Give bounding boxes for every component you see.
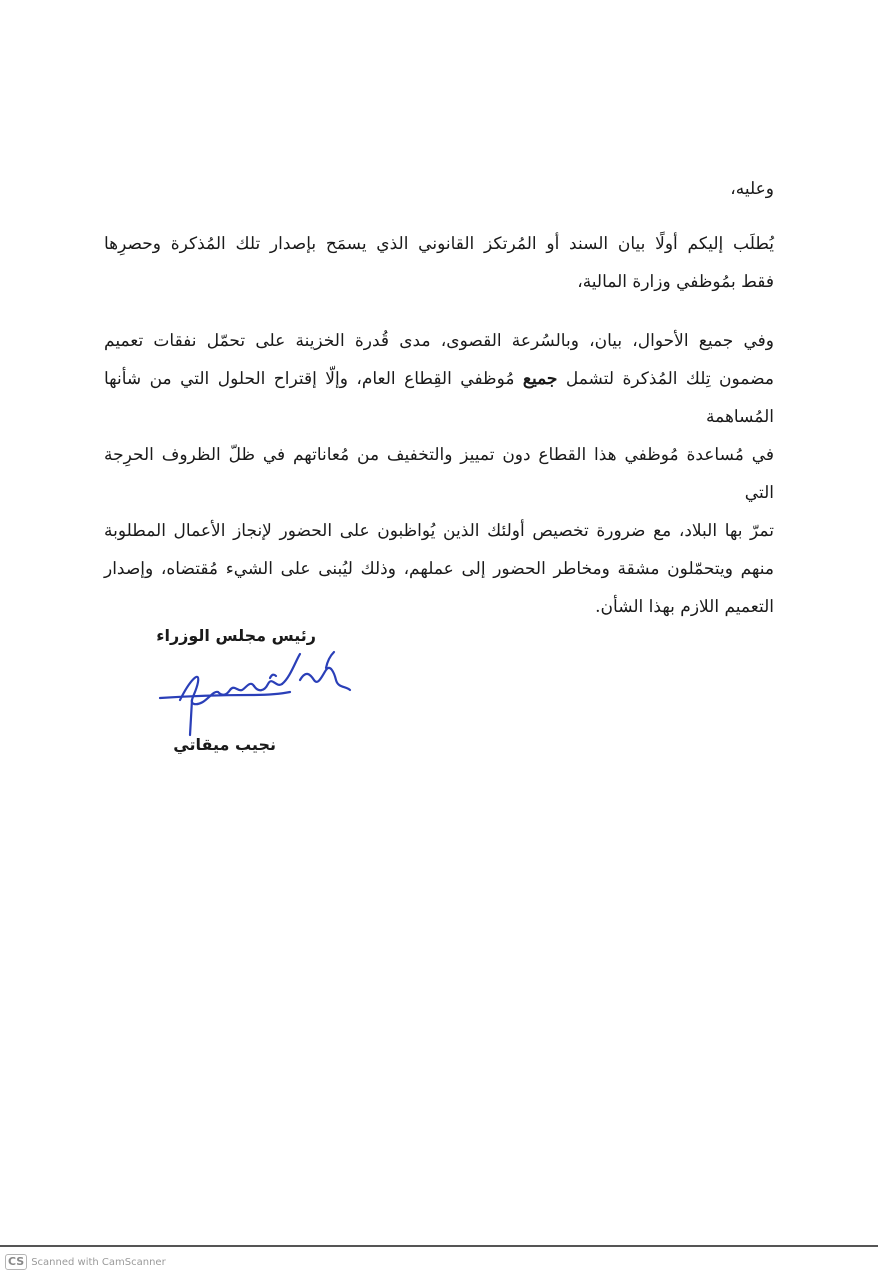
paragraph2-line: وفي جميع الأحوال، بيان، وبالسُرعة القصوى، مدى قُدرة الخزينة على تحمّل نفقات تعميم: [104, 331, 774, 351]
scanner-text: Scanned with CamScanner: [31, 1256, 166, 1268]
paragraph1-line: فقط بمُوظفي وزارة المالية،: [577, 272, 774, 292]
handwritten-signature: [150, 640, 365, 740]
paragraph2-line: تمرّ بها البلاد، مع ضرورة تخصيص أولئك الذين يُواظبون على الحضور لإنجاز الأعمال المطلوبة: [104, 521, 774, 541]
paragraph2-line: [104, 360, 774, 436]
paragraph1-line: يُطلَب إليكم أولًا بيان السند أو المُرتكز القانوني الذي يسمَح بإصدار تلك المُذكرة وحصرِها: [104, 234, 774, 254]
greeting-line: وعليه،: [730, 179, 774, 199]
camscanner-logo-icon: CS: [5, 1254, 27, 1270]
paragraph2-text: مُوظفي القِطاع العام، وإلّا إقتراح الحلول التي من شأنها المُساهمة: [104, 369, 774, 427]
paragraph-treasury-capacity: [104, 322, 774, 626]
paragraph-request-legal-basis: [104, 225, 774, 301]
signatory-title: رئيس مجلس الوزراء: [156, 626, 316, 645]
paragraph2-line: في مُساعدة مُوظفي هذا القطاع دون تمييز والتخفيف من مُعاناتهم في ظلّ الظروف الحرِجة التي: [104, 445, 774, 503]
signatory-name: نجيب ميقاتي: [173, 735, 276, 754]
emphasized-word: جميع: [522, 369, 558, 389]
scanner-watermark: [5, 1254, 166, 1270]
paragraph2-text: مضمون تِلك المُذكرة لتشمل: [557, 369, 774, 389]
page-bottom-rule: [0, 1245, 878, 1247]
paragraph2-line: منهم ويتحمّلون مشقة ومخاطر الحضور إلى عملهم، وذلك ليُبنى على الشيء مُقتضاه، وإصدار: [104, 559, 774, 579]
paragraph2-line: التعميم اللازم بهذا الشأن.: [595, 597, 774, 617]
